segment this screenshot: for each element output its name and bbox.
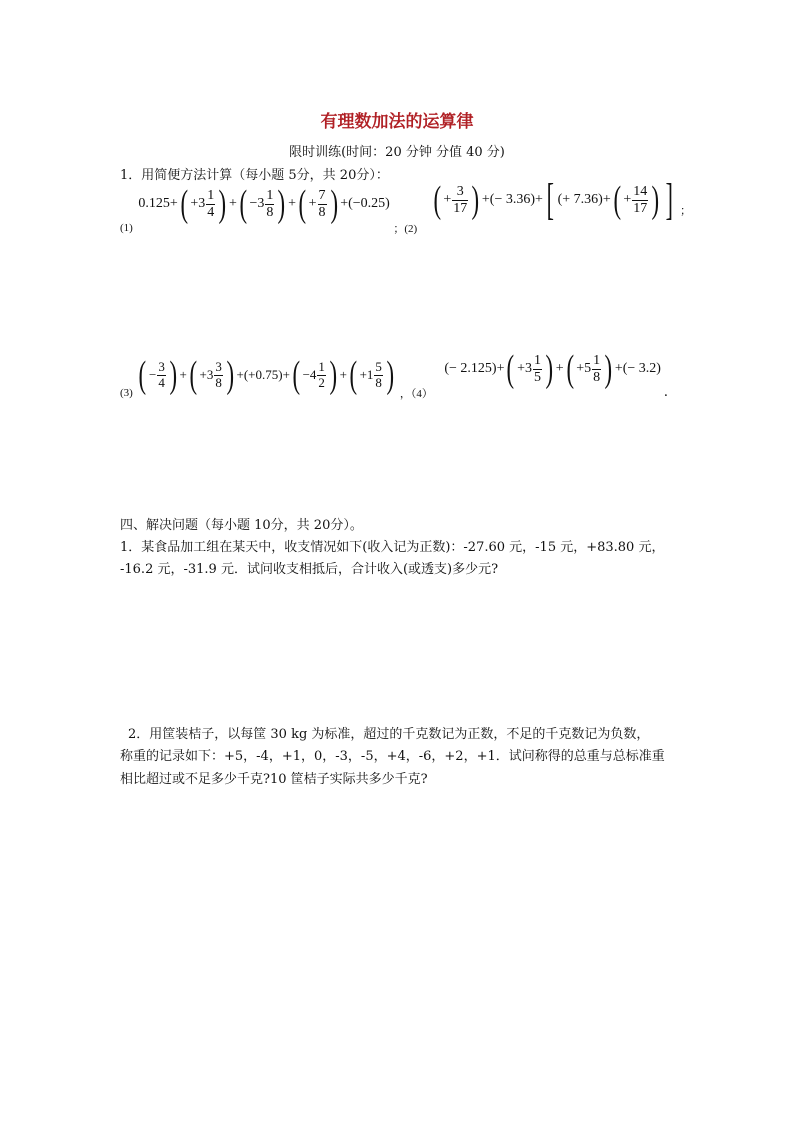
expr-3-term-3: (+0.75): [243, 367, 283, 382]
q1-line-2: -16.2 元，-31.9 元．试问收支相抵后，合计收入(或透支)多少元?: [120, 562, 499, 577]
expr-1-whole-1: 3: [198, 196, 206, 211]
fraction: $\frac{3}{4}$: [158, 359, 165, 390]
label-2-end: ；: [680, 205, 692, 217]
fraction: $\frac{3}{17}$: [453, 184, 468, 216]
fraction: $\frac{5}{8}$: [375, 359, 382, 390]
expr-1-term-a: 0.125+: [138, 196, 178, 211]
label-3: (3): [120, 387, 133, 399]
expr-3: ( − $\frac{3}{4}$ ) +( +3 $\frac{3}{8}$ ) +(+0.75)+( −4 $\frac{1}{2}$ ) +( +1 $\frac{5}{8}$ ): [138, 354, 395, 396]
page-title: 有理数加法的运算律: [320, 112, 474, 132]
fraction: $\frac{1}{5}$: [534, 353, 542, 385]
expr-2: ( + $\frac{3}{17}$ ) +(− 3.36)+[ (+ 7.36)+( + $\frac{14}{17}$ ) ]: [433, 175, 673, 224]
expr-1-whole-2: 3: [257, 196, 265, 211]
label-4-end: .: [664, 387, 668, 399]
q2-line-3: 相比超过或不足多少千克?10 筐桔子实际共多少千克?: [120, 772, 428, 787]
expr-1-term-last: (−0.25): [348, 196, 390, 211]
label-2: ；(2): [393, 223, 418, 235]
problem-3-4-row: [120, 348, 668, 400]
q1-line-1: 1．某食品加工组在某天中，收支情况如下(收入记为正数)：-27.60 元，-15 元，+83.80 元，: [120, 540, 665, 555]
fraction: $\frac{14}{17}$: [633, 184, 648, 216]
fraction: $\frac{7}{8}$: [318, 188, 326, 220]
fraction: $\frac{1}{4}$: [207, 188, 215, 220]
expr-2-term-3: (+ 7.36): [557, 192, 603, 207]
label-1: (1): [120, 222, 133, 234]
expr-4: (− 2.125)+( +3 $\frac{1}{5}$ ) +( +5 $\frac{1}{8}$ ) +(− 3.2): [444, 348, 661, 390]
q2-line-1: 2．用筐装桔子，以每筐 30 kg 为标准，超过的千克数记为正数，不足的千克数记为负数，: [128, 727, 650, 742]
fraction: $\frac{3}{8}$: [215, 359, 222, 390]
expr-1: 0.125+( +3 $\frac{1}{4}$ ) +( −3 $\frac{1}{8}$ ) +( + $\frac{7}{8}$ ) +(−0.25): [138, 183, 390, 225]
fraction: $\frac{1}{8}$: [593, 353, 601, 385]
page-subtitle: 限时训练(时间：20 分钟 分值 40 分): [289, 145, 505, 160]
label-4: ，（4）: [399, 388, 433, 400]
section2-heading: 四、解决问题（每小题 10分，共 20分）。: [120, 518, 363, 533]
expr-2-term-2: (− 3.36): [489, 192, 536, 207]
fraction: $\frac{1}{2}$: [318, 359, 325, 390]
fraction: $\frac{1}{8}$: [266, 188, 274, 220]
expr-4-term-1: (− 2.125): [444, 361, 497, 376]
q2-line-2: 称重的记录如下：+5，-4，+1，0，-3，-5，+4，-6，+2，+1．试问称得的总重与总标准重: [120, 749, 665, 764]
expr-4-term-4: (− 3.2): [622, 361, 661, 376]
section1-heading: 1．用简便方法计算（每小题 5分，共 20分）：: [120, 168, 389, 183]
